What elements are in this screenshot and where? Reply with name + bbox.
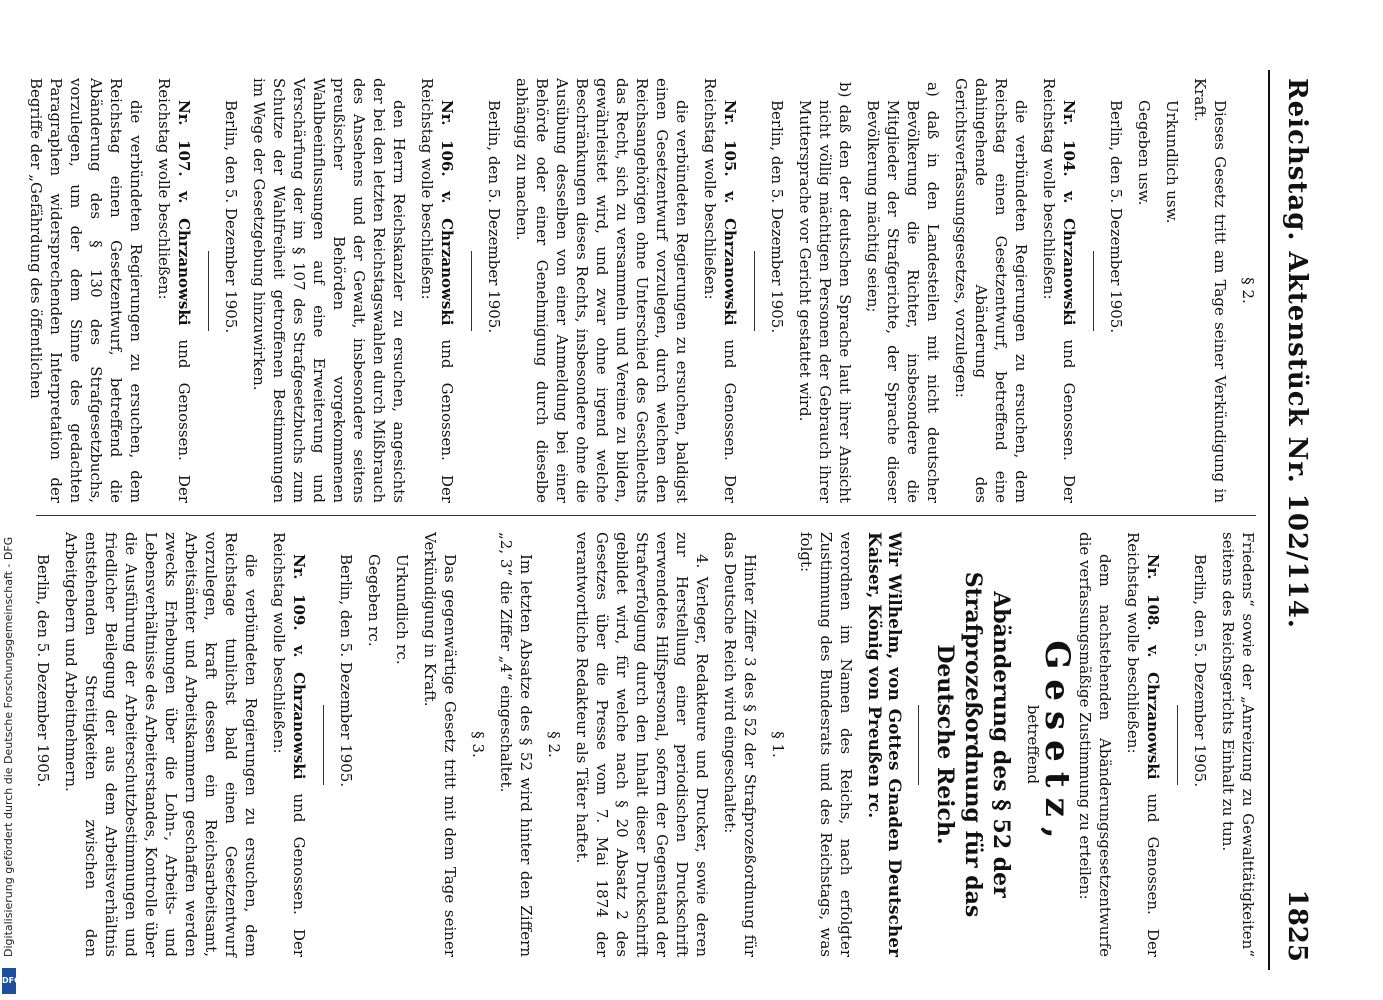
paragraph: dem nachstehenden Abänderungsgesetzentwurfe die verfassungsmäßige Zustimmung zu erteilen: xyxy=(1076,532,1114,957)
law-title: Abänderung des § 52 der Strafprozeßordnung für das Deutsche Reich. xyxy=(932,571,1014,918)
motion-number: Nr. 109. v. Chrzanowski xyxy=(290,554,308,780)
paragraph: Hinter Ziffer 3 des § 52 der Strafprozeßordnung für das Deutsche Reich wird eingeschaltet: xyxy=(721,532,759,957)
motion-intro: und Genossen. Der Reichstag wolle beschließen: xyxy=(270,532,308,957)
separator xyxy=(208,251,209,331)
digitization-note xyxy=(2,60,16,970)
motion-number: Nr. 105. v. Chrzanowski xyxy=(721,100,739,326)
section-heading: § 2. xyxy=(545,731,563,758)
motion-intro: und Genossen. Der Reichstag wolle beschließen: xyxy=(418,78,456,503)
separator xyxy=(1093,251,1094,331)
list-item: a) daß in den Landesteilen mit nicht deutscher Bevölkerung die Richter, insbesondere die Mitglieder der Strafgerichte, der Sprache dieser Bevölkerung mächtig seien; xyxy=(864,82,942,503)
motion-intro: und Genossen. Der Reichstag wolle beschließen: xyxy=(1124,532,1162,957)
separator xyxy=(918,705,919,785)
section-heading: § 1. xyxy=(769,731,787,758)
column-divider xyxy=(36,515,1256,516)
motion-number: Nr. 104. v. Chrzanowski xyxy=(1060,100,1078,326)
left-column xyxy=(18,78,1258,503)
paragraph: die verbündeten Regierungen zu ersuchen, baldigst einen Gesetzentwurf vorzulegen, durch welchen den Reichsangehörigen ohne Unterschied des Geschlechts das Recht, sich zu versammeln und Vereine zu bilden, gewährleistet wird, und zwar ohne irgend welche Beschränkungen dieses Rechts, insbesondere ohne die Ausübung desselben von einer Anmeldung bei einer Behörde oder einer Genehmigung durch dieselbe abhängig zu machen. xyxy=(513,78,691,503)
royal-preamble: Wir Wilhelm, von Gottes Gnaden Deutscher Kaiser, König von Preußen rc. xyxy=(864,532,904,957)
separator xyxy=(471,251,472,331)
paragraph: Friedens“ sowie der „Anreizung zu Gewalttätigkeiten“ seitens des Reichsgerichts Einhalt zu tun. xyxy=(1219,532,1257,957)
closing-line: Gegeben rc. xyxy=(365,554,383,647)
document-page xyxy=(16,70,1316,970)
paragraph: Das gegenwärtige Gesetz tritt mit dem Tage seiner Verkündigung in Kraft. xyxy=(421,532,459,957)
law-subheading: betreffend xyxy=(1024,704,1042,785)
paragraph: den Herrn Reichskanzler zu ersuchen, angesichts der bei den letzten Reichstagswahlen durch Mißbrauch des Ansehens und der Gewalt, insbesondere seitens preußischer Behörden vorgekommenen Wahlbeeinflussungen auf eine Erweiterung und Verschärfung der im § 107 des Strafgesetzbuchs zum Schutze der Wahlfreiheit getroffenen Bestimmungen im Wege der Gesetzgebung hinzuwirken. xyxy=(250,78,408,503)
list-item: b) daß den der deutschen Sprache laut ihrer Ansicht nicht völlig mächtigen Personen der Gebrauch ihrer Muttersprache vor Gericht gestattet wird. xyxy=(796,82,854,503)
motion-106 xyxy=(417,78,457,503)
separator xyxy=(1177,705,1178,785)
motion-104 xyxy=(1039,78,1079,503)
motion-105 xyxy=(700,78,740,503)
closing-line: Urkundlich usw. xyxy=(1163,100,1181,224)
date-line: Berlin, den 5. Dezember 1905. xyxy=(337,554,355,788)
motion-number: Nr. 107. v. Chrzanowski xyxy=(175,100,193,326)
closing-line: Urkundlich rc. xyxy=(393,554,411,665)
page-header xyxy=(1268,70,1316,970)
date-line: Berlin, den 5. Dezember 1905. xyxy=(34,554,52,788)
date-line: Berlin, den 5. Dezember 1905. xyxy=(1107,100,1125,334)
section-heading: § 3. xyxy=(469,731,487,758)
paragraph: Im letzten Absatze des § 52 wird hinter den Ziffern „2, 3“ die Ziffer „4“ eingeschaltet. xyxy=(497,532,535,957)
closing-line: Gegeben usw. xyxy=(1135,100,1153,206)
paragraph: die verbündeten Regierungen zu ersuchen, dem Reichstage tunlichst bald einen Gesetzentwurf vorzulegen, kraft dessen ein Reichsarbeitsamt, Arbeitsämter und Arbeitskammern geschaffen werden zwecks Erhebungen über die Lohn-, Arbeits- und Lebensverhältnisse des Arbeiterstandes, Kontrolle über die Ausführung der Arbeiterschutzbestimmungen und friedlicher Beilegung der aus dem Arbeitsverhältnis entstehenden Streitigkeiten zwischen den Arbeitgebern und Arbeitnehmern. xyxy=(62,532,260,957)
dfg-logo-icon: DFG xyxy=(2,968,16,994)
motion-108 xyxy=(1123,532,1163,957)
law-heading: Gesetz, xyxy=(1037,640,1077,849)
motion-number: Nr. 108. v. Chrzanowski xyxy=(1144,554,1162,780)
motion-intro: und Genossen. Der Reichstag wolle beschließen: xyxy=(155,78,193,503)
paragraph: die verbündeten Regierungen zu ersuchen, dem Reichstag einen Gesetzentwurf, betreffend eine dahingehende Abänderung des Gerichtsverfassungsgesetzes, vorzulegen: xyxy=(952,78,1030,503)
page-title: Reichstag. Aktenstück Nr. 102/114. xyxy=(1282,78,1312,629)
motion-107 xyxy=(154,78,194,503)
paragraph: verordnen im Namen des Reichs, nach erfolgter Zustimmung des Bundesrats und des Reichstags, was folgt: xyxy=(797,532,855,957)
separator xyxy=(323,705,324,785)
paragraph: die verbündeten Regierungen zu ersuchen, dem Reichstag einen Gesetzentwurf, betreffend die Abänderung des § 130 des Strafgesetzbuchs, vorzulegen, um der dem Sinne des gedachten Paragraphen widersprechenden Interpretation der Begriffe der „Gefährdung des öffentlichen xyxy=(27,78,145,503)
paragraph: Dieses Gesetz tritt am Tage seiner Verkündigung in Kraft. xyxy=(1191,78,1229,503)
motion-intro: und Genossen. Der Reichstag wolle beschließen: xyxy=(1040,78,1078,503)
section-heading: § 2. xyxy=(1239,277,1257,304)
date-line: Berlin, den 5. Dezember 1905. xyxy=(768,100,786,334)
separator xyxy=(754,251,755,331)
digitization-note-text: Digitalisierung gefördert durch die Deutsche Forschungsgemeinschaft - DFG xyxy=(2,536,15,957)
date-line: Berlin, den 5. Dezember 1905. xyxy=(222,100,240,334)
page-number: 1825 xyxy=(1282,889,1312,962)
motion-109 xyxy=(269,532,309,957)
date-line: Berlin, den 5. Dezember 1905. xyxy=(485,100,503,334)
list-item: 4. Verleger, Redakteure und Drucker, sowie deren zur Herstellung einer periodischen Druckschrift verwendetes Hilfspersonal, sofern der Gegenstand der Strafverfolgung durch den Inhalt dieser Druckschrift gebildet wird, für welche nach § 20 Absatz 2 des Gesetzes über die Presse vom 7. Mai 1874 der verantwortliche Redakteur als Täter haftet. xyxy=(573,532,711,957)
right-column xyxy=(25,532,1258,957)
motion-number: Nr. 106. v. Chrzanowski xyxy=(438,100,456,326)
motion-intro: und Genossen. Der Reichstag wolle beschließen: xyxy=(701,78,739,503)
date-line: Berlin, den 5. Dezember 1905. xyxy=(1191,554,1209,788)
